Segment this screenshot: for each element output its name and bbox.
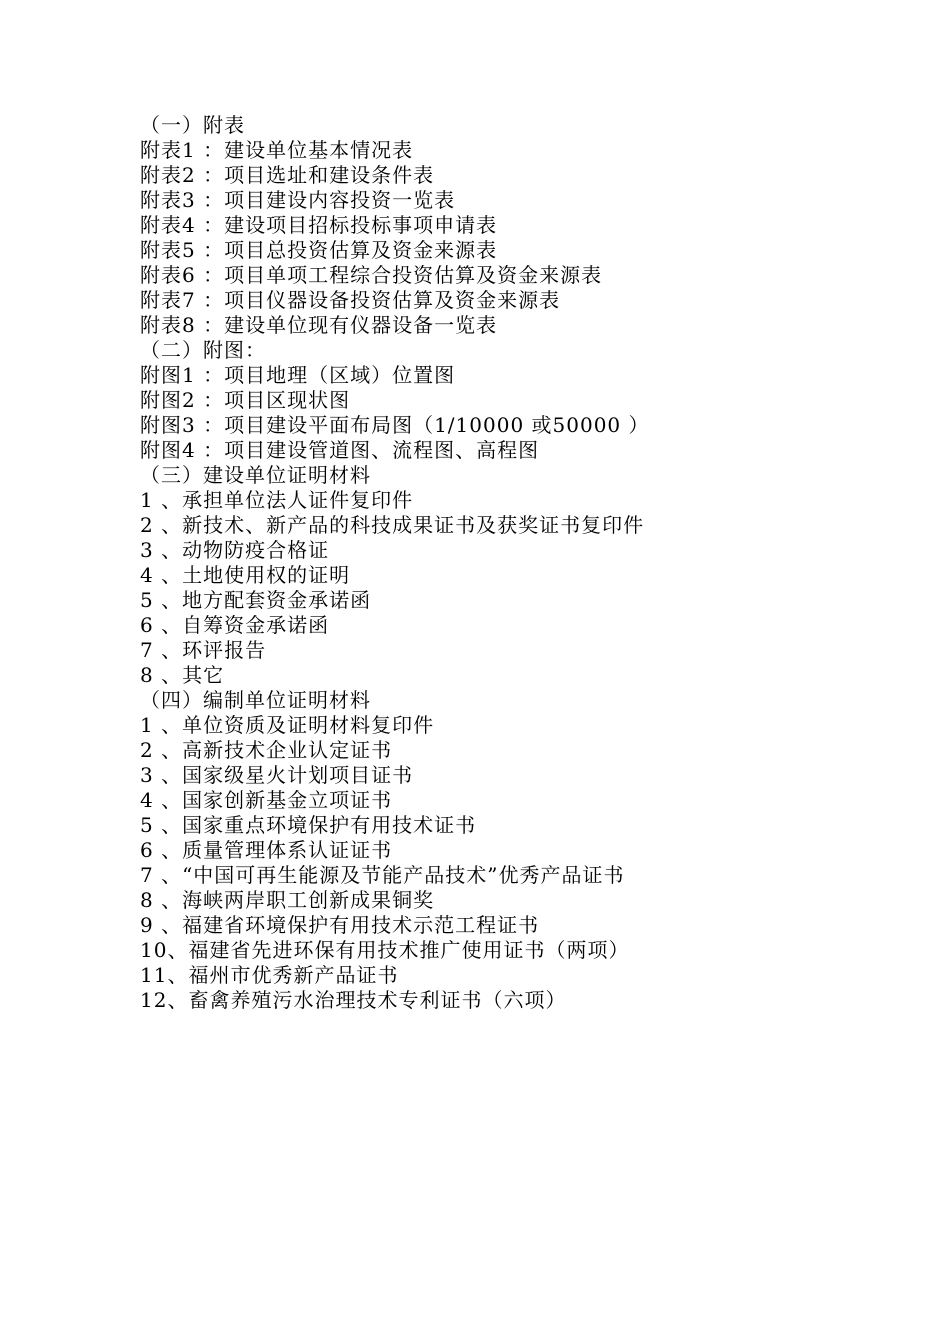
list-item: 5 、国家重点环境保护有用技术证书	[140, 813, 477, 837]
list-item: 9 、福建省环境保护有用技术示范工程证书	[140, 913, 540, 937]
list-item: 4 、土地使用权的证明	[140, 563, 351, 587]
list-item: 6 、自筹资金承诺函	[140, 613, 330, 637]
list-item: 3 、动物防疫合格证	[140, 538, 330, 562]
list-item: 5 、地方配套资金承诺函	[140, 588, 372, 612]
list-item: 附表3 ：项目建设内容投资一览表	[140, 188, 456, 212]
list-item: 2 、高新技术企业认定证书	[140, 738, 393, 762]
list-item: 6 、质量管理体系认证证书	[140, 838, 393, 862]
list-item: 附图1 ：项目地理（区域）位置图	[140, 363, 456, 387]
section-heading: （一）附表	[140, 113, 245, 137]
list-item: 7 、环评报告	[140, 638, 267, 662]
list-item: 附表7 ：项目仪器设备投资估算及资金来源表	[140, 288, 561, 312]
list-item: 附表1 ：建设单位基本情况表	[140, 138, 414, 162]
section-heading: （四）编制单位证明材料	[140, 688, 371, 712]
list-item: 3 、国家级星火计划项目证书	[140, 763, 414, 787]
list-item: 1 、单位资质及证明材料复印件	[140, 713, 435, 737]
list-item: 附表6 ：项目单项工程综合投资估算及资金来源表	[140, 263, 603, 287]
list-item: 4 、国家创新基金立项证书	[140, 788, 393, 812]
section-heading: （三）建设单位证明材料	[140, 463, 371, 487]
list-item: 附表5 ：项目总投资估算及资金来源表	[140, 238, 498, 262]
document-body	[140, 113, 900, 1013]
list-item: 附图3 ：项目建设平面布局图（1/10000 或50000 ）	[140, 413, 650, 437]
list-item: 11、福州市优秀新产品证书	[140, 963, 399, 987]
list-item: 8 、海峡两岸职工创新成果铜奖	[140, 888, 435, 912]
list-item: 7 、“中国可再生能源及节能产品技术”优秀产品证书	[140, 863, 625, 887]
list-item: 10、福建省先进环保有用技术推广使用证书（两项）	[140, 938, 630, 962]
section-heading: （二）附图：	[140, 338, 266, 362]
list-item: 12、畜禽养殖污水治理技术专利证书（六项）	[140, 988, 567, 1012]
list-item: 附图4 ：项目建设管道图、流程图、高程图	[140, 438, 540, 462]
list-item: 附表4 ：建设项目招标投标事项申请表	[140, 213, 498, 237]
list-item: 附图2 ：项目区现状图	[140, 388, 351, 412]
list-item: 2 、新技术、新产品的科技成果证书及获奖证书复印件	[140, 513, 645, 537]
list-item: 附表2 ：项目选址和建设条件表	[140, 163, 435, 187]
list-item: 1 、承担单位法人证件复印件	[140, 488, 414, 512]
list-item: 附表8 ：建设单位现有仪器设备一览表	[140, 313, 498, 337]
list-item: 8 、其它	[140, 663, 225, 687]
